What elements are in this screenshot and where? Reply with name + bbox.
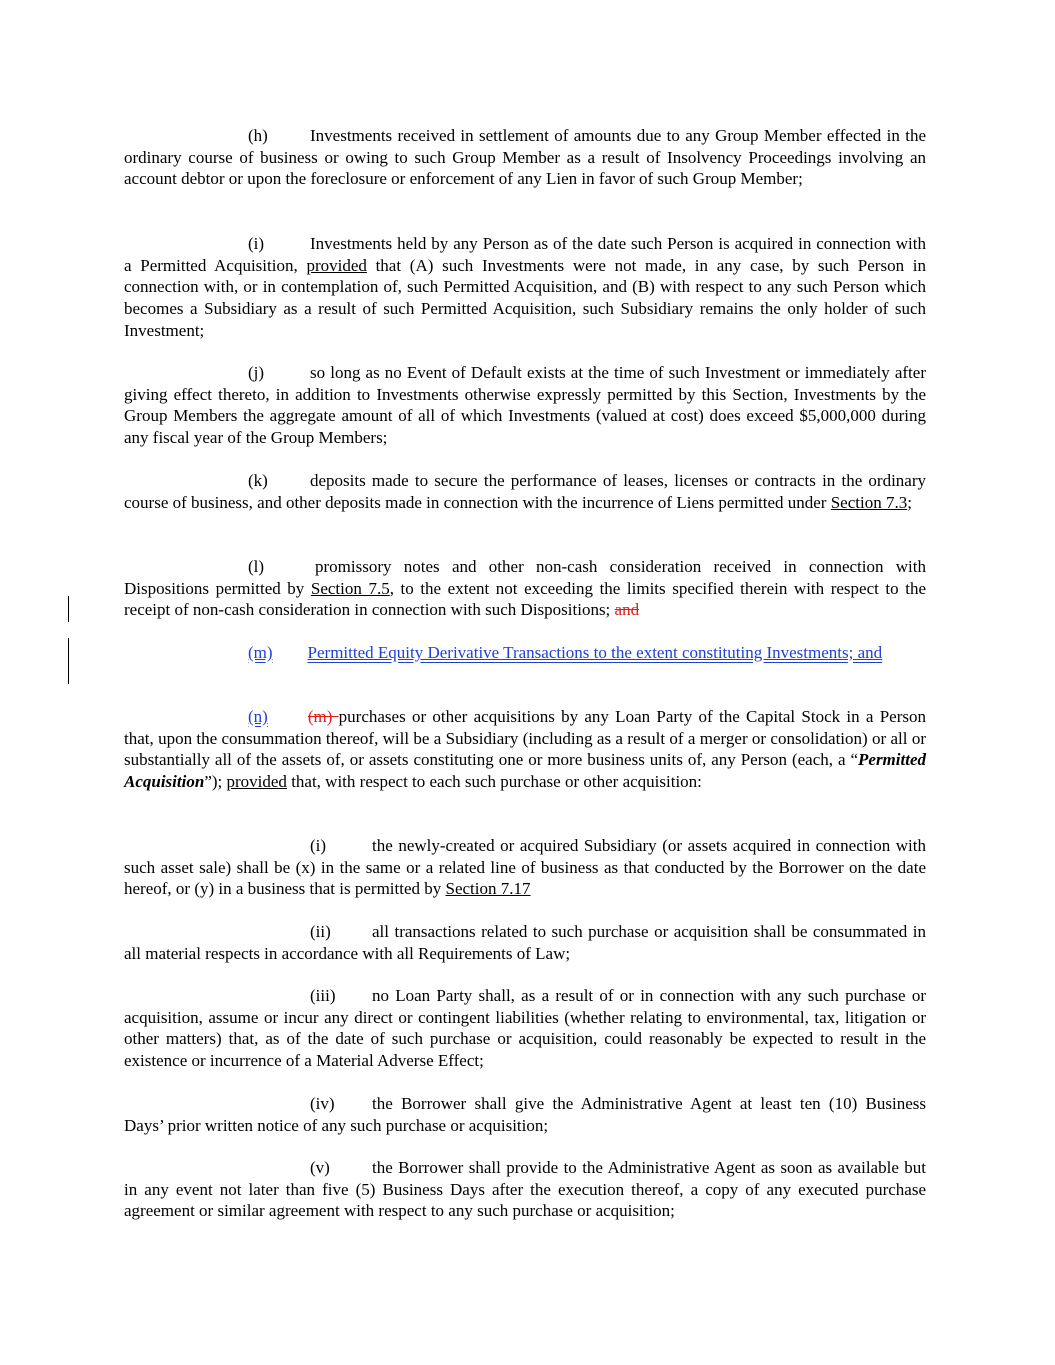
section-reference-link[interactable]: Section 7.5 — [310, 578, 390, 598]
paragraph-k — [124, 470, 926, 513]
deleted-text: and — [614, 600, 640, 620]
subparagraph-text: no Loan Party shall, as a result of or in connection with any such purchase or acquisition, assume or incur any direct or contingent liabilities (whether relating to environmental, tax, litigation or other matters) that, as of the date of such purchase or acquisition, could reasonably be expected to result in the existence or incurrence of a Material Adverse Effect; — [124, 986, 926, 1071]
paragraph-h — [124, 125, 926, 190]
paragraph-l — [124, 556, 926, 621]
paragraph-label: (n) — [248, 707, 268, 726]
subparagraph-text: all transactions related to such purchase or acquisition shall be consummated in all material respects in accordance with all Requirements of Law; — [124, 922, 926, 963]
paragraph-text: so long as no Event of Default exists at the time of such Investment or immediately after giving effect thereto, in addition to Investments otherwise expressly permitted by this Section, Investments by the Group Members the aggregate amount of all of which Investments (valued at cost) does exceed $5,000,000 during any fiscal year of the Group Members; — [124, 363, 926, 448]
paragraph-i — [124, 233, 926, 342]
paragraph-m-inserted — [124, 642, 926, 664]
paragraph-text: that (A) such Investments were not made, in any case, by such Person in connection with, or in contemplation of, such Permitted Acquisition, and (B) with respect to any such Person which becomes a Subsidiary as a result of such Permitted Acquisition, such Subsidiary remains the only holder of such Investment; — [124, 255, 926, 340]
change-bar — [68, 596, 69, 622]
paragraph-label: (j) — [248, 363, 265, 382]
paragraph-text: that, with respect to each such purchase or other acquisition: — [286, 772, 702, 792]
subparagraph-text: the newly-created or acquired Subsidiary (or assets acquired in connection with such asset sale) shall be (x) in the same or a related line of business as that conducted by the Borrower on the date hereof, or (y) in a business that is permitted by — [124, 836, 926, 899]
subparagraph-label: (i) — [310, 836, 327, 855]
subparagraph-ii — [124, 921, 926, 964]
subparagraph-i — [124, 835, 926, 900]
defined-term: Permitted Acquisition — [124, 750, 926, 792]
subparagraph-v — [124, 1157, 926, 1222]
paragraph-label: (l) — [248, 557, 265, 576]
subparagraph-iv — [124, 1093, 926, 1136]
paragraph-label: (i) — [248, 234, 265, 253]
paragraph-text: purchases or other acquisitions by any Loan Party of the Capital Stock in a Person that, upon the consummation thereof, will be a Subsidiary (including as a result of a merger or consolidation) or all or substantially all of the assets of, or assets constituting one or more business units of, any Person (each, a “ — [124, 707, 926, 770]
section-reference-link[interactable]: Section 7.3 — [830, 492, 908, 512]
subparagraph-label: (v) — [310, 1158, 330, 1177]
paragraph-text: Investments received in settlement of amounts due to any Group Member effected in the ordinary course of business or owing to such Group Member as a result of Insolvency Proceedings involving an account debtor or upon the foreclosure or enforcement of any Lien in favor of such Group Member; — [124, 126, 926, 189]
paragraph-text: promissory notes and other non-cash consideration received in connection with Dispositions permitted by — [124, 557, 926, 598]
subparagraph-label: (iv) — [310, 1094, 335, 1113]
subparagraph-text: the Borrower shall give the Administrative Agent at least ten (10) Business Days’ prior written notice of any such purchase or acquisition; — [124, 1094, 926, 1135]
paragraph-text: ”); — [204, 772, 227, 792]
paragraph-n — [124, 706, 926, 793]
paragraph-j — [124, 362, 926, 449]
paragraph-label: (k) — [248, 471, 268, 490]
provided-term: provided — [306, 255, 367, 275]
paragraph-text: Investments held by any Person as of the date such Person is acquired in connection with a Permitted Acquisition, — [124, 234, 926, 275]
subparagraph-text: the Borrower shall provide to the Administrative Agent as soon as available but in any event not later than five (5) Business Days after the execution thereof, a copy of any executed purchase agreement or similar agreement with respect to any such purchase or acquisition; — [124, 1158, 926, 1221]
section-reference-link[interactable]: Section 7.17 — [445, 879, 531, 899]
inserted-text: Permitted Equity Derivative Transactions to the extent constituting Investments; and — [307, 643, 883, 662]
deleted-label: (m) — [307, 707, 339, 726]
subparagraph-label: (iii) — [310, 986, 336, 1005]
subparagraph-iii — [124, 985, 926, 1072]
paragraph-label: (m) — [248, 643, 273, 662]
paragraph-label: (h) — [248, 126, 268, 145]
paragraph-text: deposits made to secure the performance of leases, licenses or contracts in the ordinary course of business, and other deposits made in connection with the incurrence of Liens permitted under — [124, 471, 926, 512]
provided-term: provided — [226, 772, 287, 792]
change-bar — [68, 638, 69, 684]
paragraph-text: ; — [907, 492, 912, 512]
subparagraph-label: (ii) — [310, 922, 331, 941]
paragraph-text: , to the extent not exceeding the limits specified therein with respect to the receipt of non-cash consideration in connection with such Dispositions; — [124, 578, 926, 620]
